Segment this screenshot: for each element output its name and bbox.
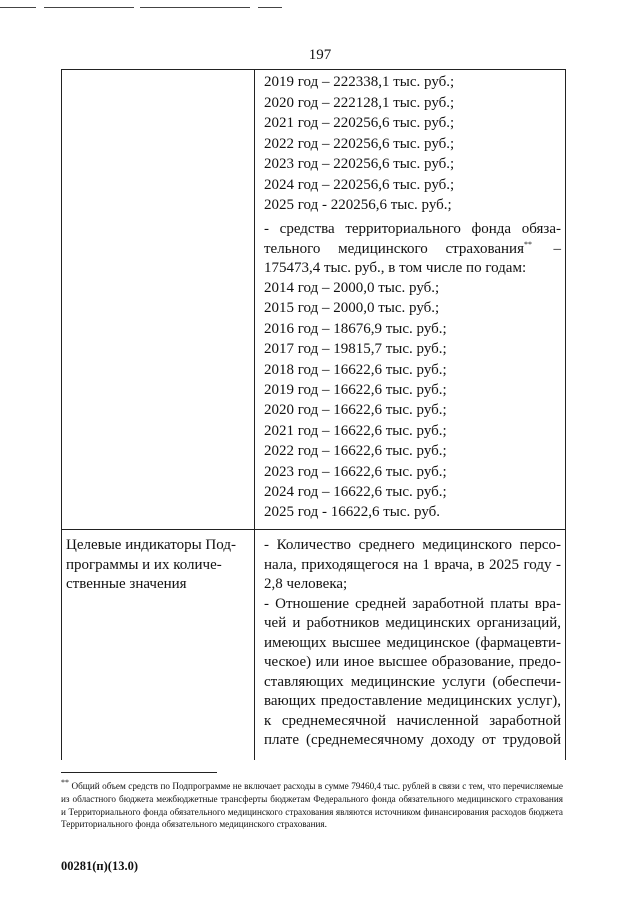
indicator-line: - Отношение средней заработной платы вра-: [264, 595, 561, 612]
scan-artifact-line: [0, 7, 36, 8]
page-number: 197: [308, 47, 332, 63]
fund-year-line: 2014 год – 2000,0 тыс. руб.;: [264, 280, 440, 296]
indicator-line: к среднемесячной начисленной заработной: [264, 712, 561, 729]
footnote: [61, 777, 563, 831]
budget-year-line: 2021 год – 220256,6 тыс. руб.;: [264, 115, 455, 131]
fund-year-line: 2023 год – 16622,6 тыс. руб.;: [264, 463, 447, 480]
paragraph-line: 175473,4 тыс. руб., в том числе по годам:: [264, 260, 527, 276]
indicator-line: плате (среднемесячному доходу от трудовой: [264, 732, 561, 748]
budget-year-line: 2025 год - 220256,6 тыс. руб.;: [264, 197, 452, 213]
table-border-right: [565, 69, 566, 760]
indicator-line: нала, приходящегося на 1 врача, в 2025 году -: [264, 556, 561, 573]
fund-year-line: 2015 год – 2000,0 тыс. руб.;: [264, 300, 440, 317]
fund-year-line: 2017 год – 19815,7 тыс. руб.;: [264, 341, 447, 358]
label-line: Целевые индикаторы Под-: [66, 537, 236, 553]
budget-year-line: 2024 год – 220256,6 тыс. руб.;: [264, 176, 455, 193]
fund-year-line: 2019 год – 16622,6 тыс. руб.;: [264, 382, 447, 398]
fund-year-line: 2020 год – 16622,6 тыс. руб.;: [264, 402, 447, 419]
indicator-line: ставляющих медицинские услуги (обеспечи-: [264, 673, 561, 690]
indicator-line: вающих предоставление медицинских услуг),: [264, 693, 561, 709]
paragraph-text: тельного медицинского страхования: [264, 240, 524, 257]
table-row-divider: [61, 529, 566, 530]
dash: –: [553, 240, 561, 257]
indicator-line: - Количество среднего медицинского персо-: [264, 537, 561, 553]
indicator-line: чей и работников медицинских организаций,: [264, 615, 561, 631]
scan-artifact-line: [44, 7, 134, 8]
fund-year-line: 2024 год – 16622,6 тыс. руб.;: [264, 484, 447, 500]
label-line: ственные значения: [66, 576, 187, 592]
footnote-text: Общий объем средств по Подпрограмме не включает расходы в сумме 79460,4 тыс. рублей в связи с тем, что перечисляемые из областного бюджета межбюджетные трансферты бюджетам Федерального фонда обязательного медицинского страхования и Территориального фонда обязательного медицинского страхования являются источником финансирования расходов бюджета Территориального фонда обязательного медицинского страхования.: [61, 781, 563, 830]
document-id: 00281(п)(13.0): [61, 859, 138, 873]
footnote-marker: **: [523, 239, 532, 249]
table-column-divider: [254, 69, 255, 760]
budget-year-line: 2023 год – 220256,6 тыс. руб.;: [264, 156, 455, 172]
budget-year-line: 2022 год – 220256,6 тыс. руб.;: [264, 135, 455, 152]
indicator-line: имеющих высшее медицинское (фармацевти-: [264, 634, 561, 651]
fund-year-line: 2021 год – 16622,6 тыс. руб.;: [264, 422, 447, 439]
scan-artifact-line: [140, 7, 250, 8]
footnote-separator: [61, 772, 217, 773]
budget-year-line: 2020 год – 222128,1 тыс. руб.;: [264, 94, 455, 111]
paragraph-line: - средства территориального фонда обяза-: [264, 221, 561, 237]
indicator-line: 2,8 человека;: [264, 576, 348, 592]
label-line: программы и их количе-: [66, 556, 222, 573]
table-border-top: [61, 69, 566, 70]
indicator-line: ческое) или иное высшее образование, предо-: [264, 654, 561, 670]
scan-artifact-line: [258, 7, 282, 8]
fund-year-line: 2025 год - 16622,6 тыс. руб.: [264, 504, 441, 521]
footnote-marker: **: [61, 777, 69, 787]
table-border-left: [61, 69, 62, 760]
budget-year-line: 2019 год – 222338,1 тыс. руб.;: [264, 74, 455, 90]
fund-year-line: 2022 год – 16622,6 тыс. руб.;: [264, 443, 447, 460]
program-passport-table: [61, 69, 566, 760]
fund-year-line: 2016 год – 18676,9 тыс. руб.;: [264, 320, 447, 337]
fund-year-line: 2018 год – 16622,6 тыс. руб.;: [264, 361, 447, 378]
paragraph-line: [264, 240, 561, 260]
